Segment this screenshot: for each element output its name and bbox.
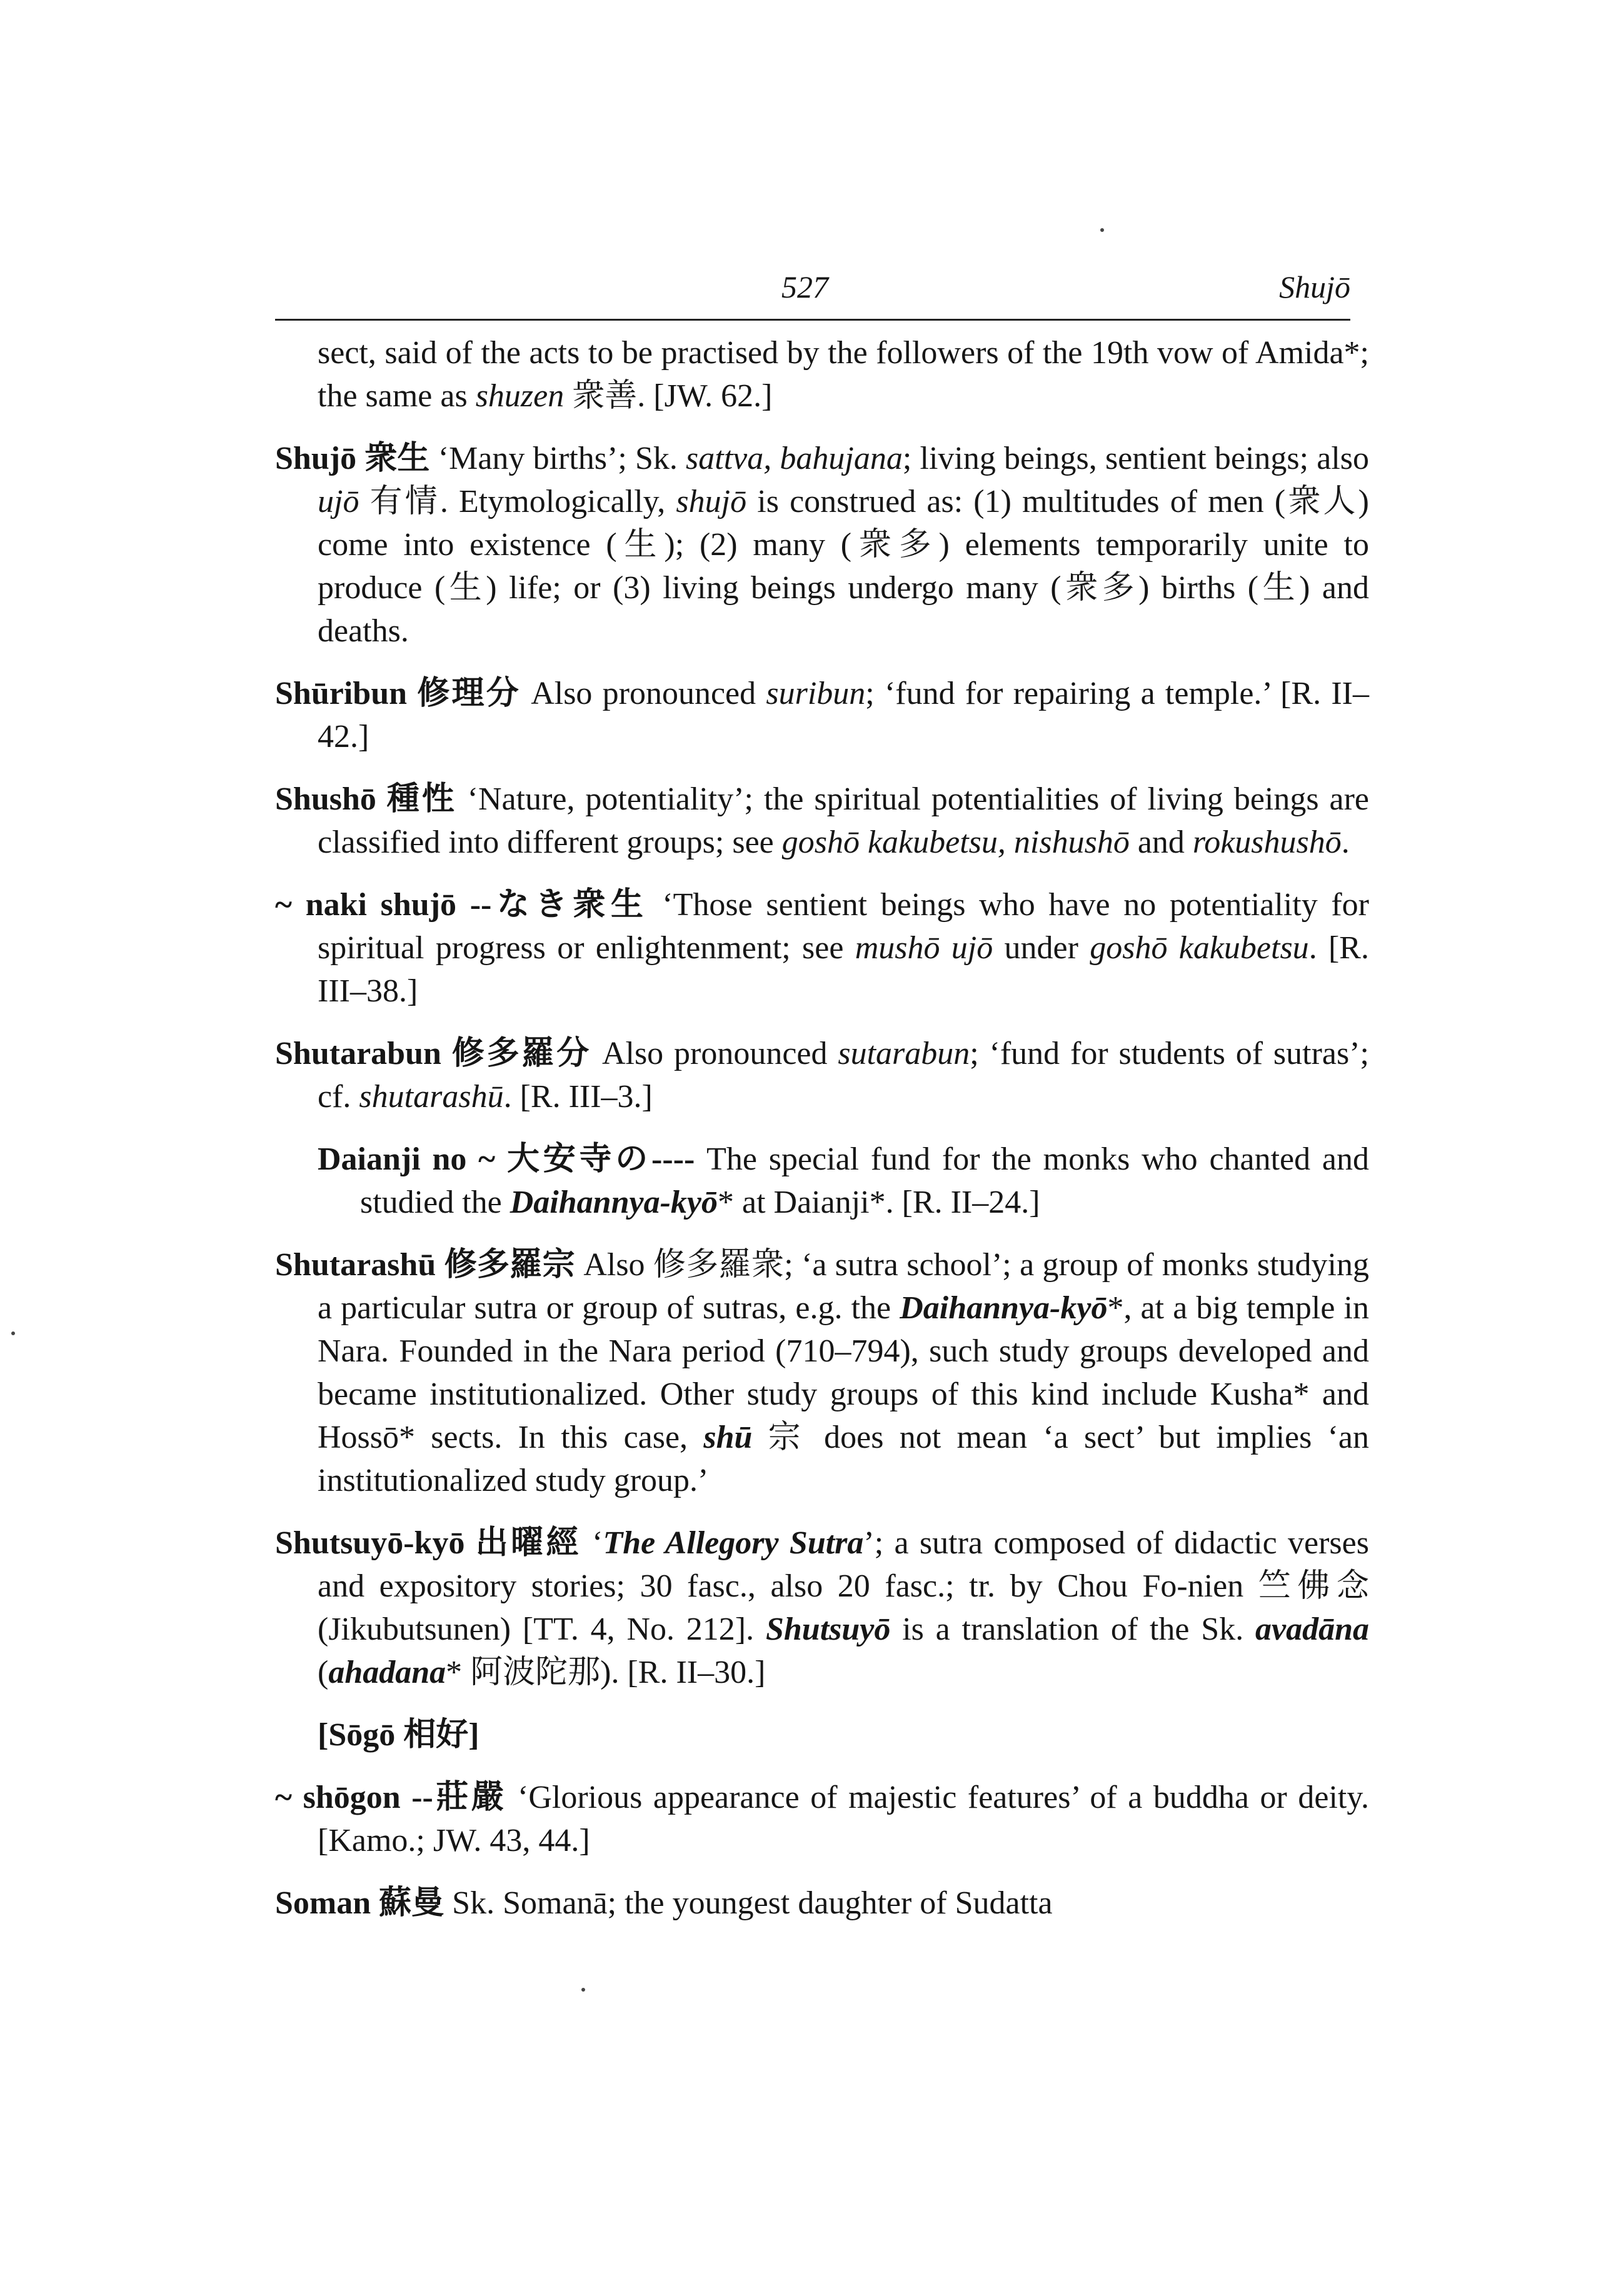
entry-headword: Shutsuyō-kyō 出曜經 — [275, 1525, 581, 1561]
entry-daianji — [275, 1138, 1369, 1224]
entry-text: 有情. Etymologically, — [359, 484, 676, 519]
entry-headword: Shutarabun 修多羅分 — [275, 1036, 592, 1071]
entry-text: mushō ujō — [855, 930, 993, 966]
entry-text: ; living beings, sentient beings; also — [902, 441, 1370, 476]
entry-text: shū — [703, 1420, 753, 1455]
entry-naki-shujo — [275, 883, 1369, 1013]
running-head: Shujō — [1279, 269, 1350, 304]
page-number: 527 — [781, 269, 828, 304]
entry-headword: Soman 蘇曼 — [275, 1885, 444, 1921]
entry-text: . — [1341, 825, 1350, 860]
entry-text: ahadana — [328, 1655, 446, 1690]
entry-text: goshō kakubetsu, nishushō — [781, 825, 1130, 860]
speck-mark — [581, 1988, 585, 1992]
entry-shusho — [275, 778, 1369, 864]
entry-sogo — [275, 1713, 1369, 1757]
page-header — [275, 263, 1350, 319]
entry-text: shuzen — [475, 378, 565, 414]
dictionary-body — [275, 331, 1369, 1944]
entry-shutarabun — [275, 1032, 1369, 1118]
entry-text: ( — [318, 1655, 329, 1690]
entry-text: *, at a big temple in Nara. Founded in the Nara period (710–794), such study groups developed and became institutionalized. Other study groups of this kind include Kusha* and Hossō* sects. In this case, — [318, 1290, 1369, 1455]
entry-shutarashu — [275, 1243, 1369, 1502]
entry-headword: ~ shōgon --莊嚴 — [275, 1780, 507, 1815]
entry-text: shutarashū — [359, 1079, 504, 1115]
entry-text: and — [1129, 825, 1193, 860]
entry-headword: Shutarashū 修多羅宗 — [275, 1247, 575, 1283]
entry-text: under — [993, 930, 1090, 966]
entry-headword: Shūribun 修理分 — [275, 676, 521, 711]
entry-text: 衆善. [JW. 62.] — [564, 378, 773, 414]
entry-headword: Daianji no ~ 大安寺の---- — [318, 1141, 695, 1177]
entry-text: 宗 does not mean ‘a sect’ but implies ‘an institutionalized study group.’ — [318, 1420, 1369, 1498]
entry-text: Sk. Somanā; the youngest daughter of Sudatta — [444, 1885, 1053, 1921]
speck-mark — [11, 1331, 15, 1335]
entry-shutsuyo-kyo — [275, 1521, 1369, 1694]
speck-mark — [1100, 228, 1104, 232]
entry-text: Also 修多羅衆; ‘a sutra school’; a group of monks studying a particular sutra or group of sutras, e.g. the — [318, 1247, 1370, 1326]
entry-text: * 阿波陀那). [R. II–30.] — [446, 1655, 766, 1690]
entry-text: Also pronounced — [520, 676, 766, 711]
entry-shogon — [275, 1776, 1369, 1862]
sub-entry-text — [318, 1713, 1369, 1757]
sub-entry-text — [318, 1138, 1369, 1224]
entry-text: rokushushō — [1192, 825, 1342, 860]
entry-continuation — [275, 331, 1369, 418]
entry-text: ’; a sutra composed of didactic verses and expository stories; 30 fasc., also 20 fasc.; tr. by Chou Fo-nien 竺佛念 (Jikubutsunen) [TT. 4, No. 212]. — [318, 1525, 1369, 1647]
entry-text: * at Daianji*. [R. II–24.] — [718, 1185, 1040, 1220]
entry-text: goshō kakubetsu — [1090, 930, 1309, 966]
entry-text: shujō — [676, 484, 747, 519]
entry-text: Also pronounced — [591, 1036, 838, 1071]
entry-text: ‘Those sentient beings who have no potentiality for spiritual progress or enlightenment; see — [318, 887, 1370, 966]
entry-text: Daihannya-kyō — [509, 1185, 718, 1220]
entry-text: . [R. III–3.] — [503, 1079, 653, 1115]
entry-shuribun — [275, 672, 1369, 758]
entry-headword: [Sōgō 相好] — [318, 1717, 479, 1753]
entry-soman — [275, 1882, 1369, 1925]
entry-text: ‘Many births’; Sk. — [429, 441, 686, 476]
entry-text: Shutsuyō — [765, 1612, 891, 1647]
entry-headword: Shujō 衆生 — [275, 441, 430, 476]
entry-text: Daihannya-kyō — [900, 1290, 1108, 1326]
entry-text: is a translation of the Sk. — [890, 1612, 1256, 1647]
entry-text: ‘Nature, potentiality’; the spiritual potentialities of living beings are classified into different groups; see — [318, 781, 1370, 860]
entry-text: sect, said of the acts to be practised by the followers of the 19th vow of Amida*; the same as — [318, 335, 1369, 414]
entry-text: sattva, bahujana — [686, 441, 903, 476]
entry-text: is construed as: (1) multitudes of men (衆人) come into existence (生); (2) many (衆多) elements temporarily unite to produce (生) life; or (3) living beings undergo many (衆多) births (生) and deaths. — [318, 484, 1369, 649]
entry-text: The special fund for the monks who chanted and studied the — [360, 1141, 1369, 1220]
entry-text: ; ‘fund for repairing a temple.’ [R. II–42.] — [318, 676, 1369, 754]
header-rule — [275, 319, 1350, 321]
entry-text: suribun — [766, 676, 866, 711]
entry-text: ujō — [318, 484, 359, 519]
entry-text: ‘ — [581, 1525, 603, 1561]
entry-text: ; ‘fund for students of sutras’; cf. — [318, 1036, 1370, 1115]
entry-text: ‘Glorious appearance of majestic features’ of a buddha or deity. [Kamo.; JW. 43, 44.] — [318, 1780, 1369, 1858]
entry-headword: Shushō 種性 — [275, 781, 457, 817]
entry-text: . [R. III–38.] — [318, 930, 1369, 1009]
entry-shujo — [275, 437, 1369, 653]
entry-text: The Allegory Sutra — [603, 1525, 864, 1561]
entry-headword: ~ naki shujō --なき衆生 — [275, 887, 649, 923]
entry-text: sutarabun — [838, 1036, 970, 1071]
entry-text: avadāna — [1255, 1612, 1370, 1647]
